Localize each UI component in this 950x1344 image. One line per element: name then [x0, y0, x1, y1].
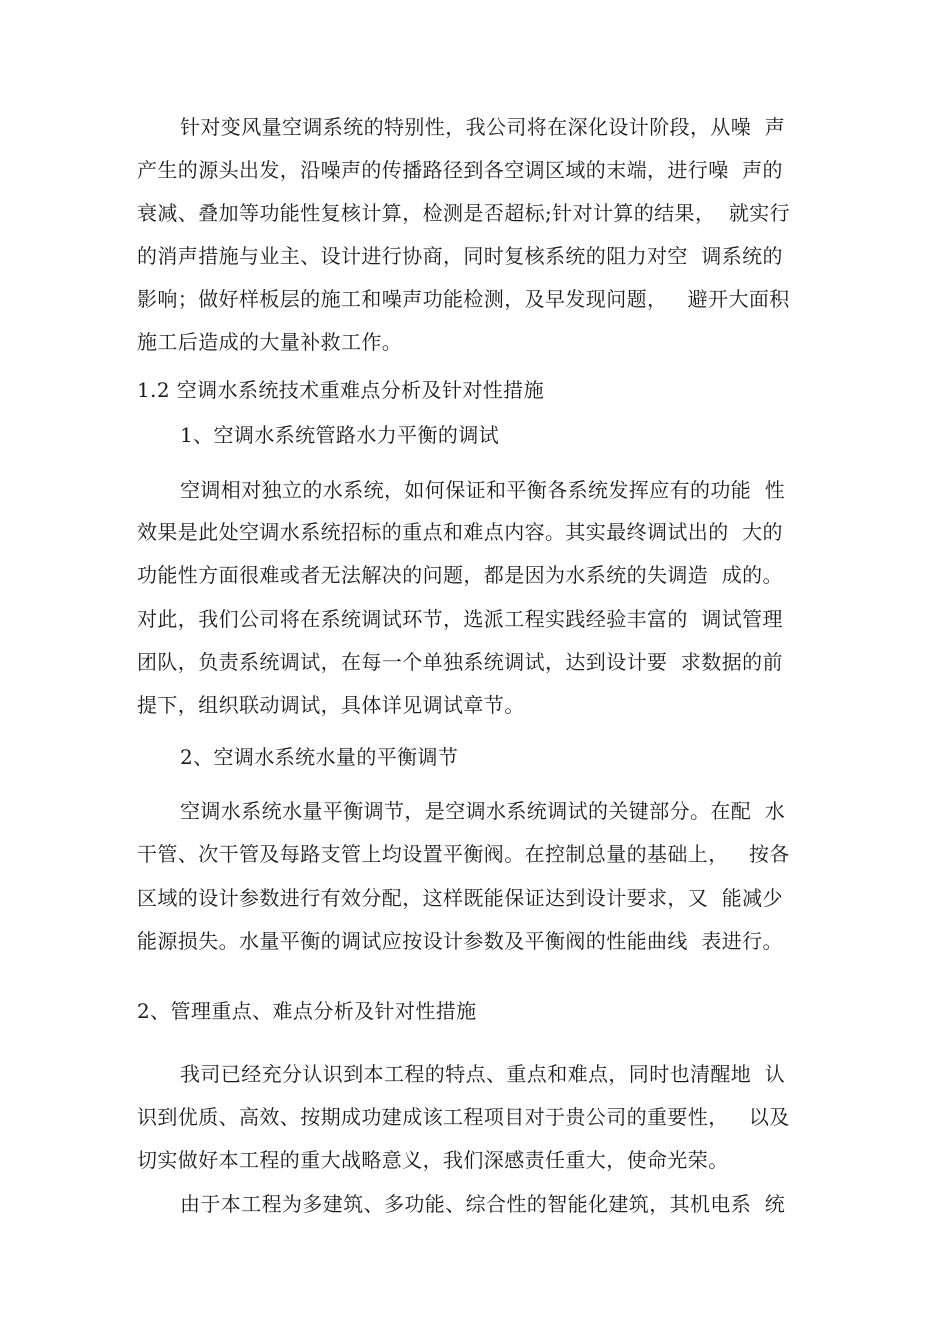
text-line: 的消声措施与业主、设计进行协商，同时复核系统的阻力对空 调系统的 [137, 244, 783, 268]
text-line: 空调相对独立的水系统，如何保证和平衡各系统发挥应有的功能 性 [180, 478, 786, 502]
text-line: 效果是此处空调水系统招标的重点和难点内容。其实最终调试出的 大的 [137, 520, 783, 544]
text-line: 我司已经充分认识到本工程的特点、重点和难点，同时也清醒地 认 [180, 1062, 786, 1086]
text-line: 由于本工程为多建筑、多功能、综合性的智能化建筑，其机电系 统 [180, 1192, 786, 1216]
subsection-heading: 1、空调水系统管路水力平衡的调试 [180, 423, 500, 447]
text-line: 干管、次干管及每路支管上均设置平衡阀。在控制总量的基础上， 按各 [137, 842, 790, 866]
text-line: 衰减、叠加等功能性复核计算，检测是否超标;针对计算的结果， 就实行 [137, 201, 791, 225]
text-line: 提下，组织联动调试，具体详见调试章节。 [137, 693, 525, 717]
text-line: 功能性方面很难或者无法解决的问题，都是因为水系统的失调造 成的。 [137, 563, 783, 587]
text-line: 对此，我们公司将在系统调试环节，选派工程实践经验丰富的 调试管理 [137, 607, 783, 631]
text-line: 产生的源头出发，沿噪声的传播路径到各空调区域的末端，进行噪 声的 [137, 158, 783, 182]
text-line: 识到优质、高效、按期成功建成该工程项目对于贵公司的重要性， 以及 [137, 1105, 790, 1129]
text-line: 团队，负责系统调试，在每一个单独系统调试，达到设计要 求数据的前 [137, 650, 783, 674]
section-heading: 1.2 空调水系统技术重难点分析及针对性措施 [137, 378, 544, 402]
text-line: 能源损失。水量平衡的调试应按设计参数及平衡阀的性能曲线 表进行。 [137, 929, 783, 953]
section-heading: 2、管理重点、难点分析及针对性措施 [137, 999, 477, 1023]
text-line: 切实做好本工程的重大战略意义，我们深感责任重大，使命光荣。 [137, 1148, 729, 1172]
text-line: 空调水系统水量平衡调节，是空调水系统调试的关键部分。在配 水 [180, 799, 786, 823]
subsection-heading: 2、空调水系统水量的平衡调节 [180, 745, 459, 769]
text-line: 区域的设计参数进行有效分配，这样既能保证达到设计要求，又 能减少 [137, 886, 783, 910]
text-line: 影响；做好样板层的施工和噪声功能检测，及早发现问题， 避开大面积 [137, 287, 790, 311]
text-line: 针对变风量空调系统的特别性，我公司将在深化设计阶段，从噪 声 [180, 115, 786, 139]
text-line: 施工后造成的大量补救工作。 [137, 330, 403, 354]
